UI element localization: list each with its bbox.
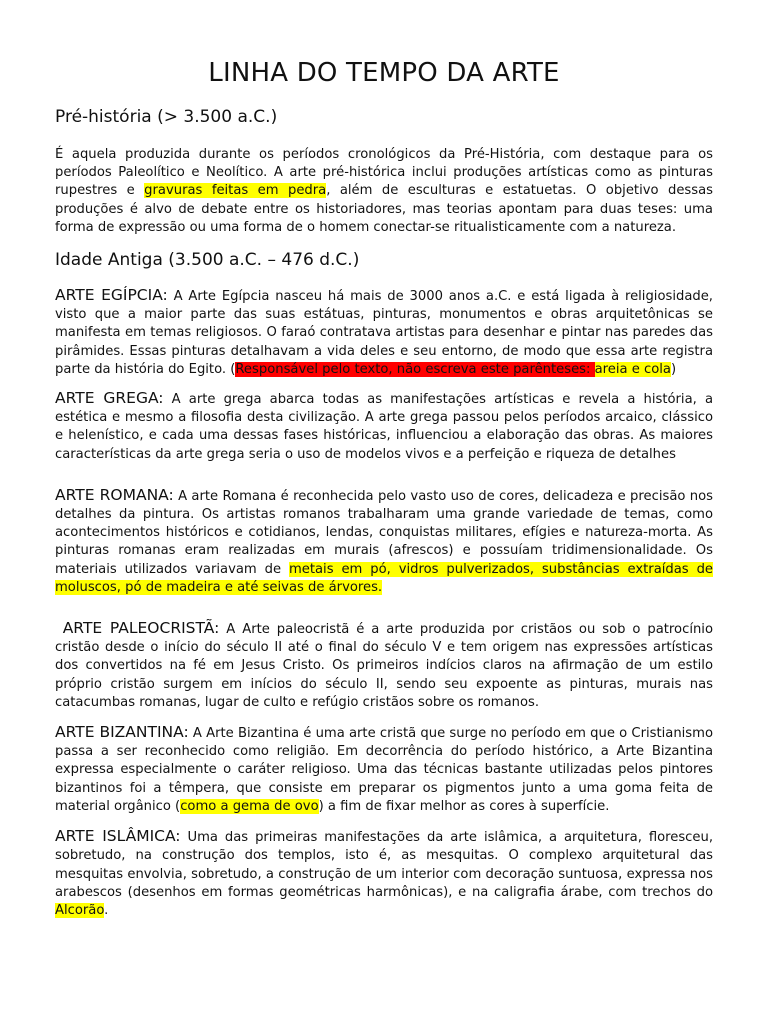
paragraph-text: , além de esculturas e estatuetas. O objetivo dessas produções é alvo de debate entre os historiadores, mas teorias apontam para duas teses: uma forma de expressão ou uma forma de o homem conectar-se ritualisticamente com a natureza. [55, 183, 713, 235]
paragraph-lead: ARTE EGÍPCIA: [55, 286, 168, 305]
paragraph-arte-egipcia [55, 286, 713, 379]
paragraph-text: É aquela produzida durante os períodos cronológicos da Pré-História, com destaque para os períodos Paleolítico e Neolítico. A arte pré-histórica inclui produções artísticas como as pinturas rupestres e [55, 147, 713, 199]
paragraph-lead: ARTE GREGA: [55, 389, 164, 408]
paragraph-text: ) a fim de fixar melhor as cores à superfície. [318, 798, 610, 814]
paragraph-arte-islamica [55, 827, 713, 920]
paragraph-text: Uma das primeiras manifestações da arte islâmica, a arquitetura, floresceu, sobretudo, na construção dos templos, isto é, as mesquitas. O complexo arquitetural das mesquitas envolvia, sobretudo, a construção de um interior com decoração suntuosa, expressa nos arabescos (desenhos em formas geométricas harmônicas), e na caligrafia árabe, com trechos do [55, 830, 713, 900]
paragraph-text: A arte grega abarca todas as manifestações artísticas e revela a história, a estética e mesmo a filosofia desta civilização. A arte grega passou pelos períodos arcaico, clássico e helenístico, e cada uma dessas fases históricas, influenciou a elaboração das obras. As maiores características da arte grega seria o uso de modelos vivos e a perfeição e riqueza de detalhes [55, 392, 713, 462]
paragraph-lead: ARTE ROMANA: [55, 485, 174, 504]
highlighted-text: Alcorão [55, 902, 105, 918]
section-heading-idade-antiga: Idade Antiga (3.500 a.C. – 476 d.C.) [55, 250, 360, 271]
paragraph-prehistoria [55, 146, 713, 237]
highlighted-text: areia e cola [594, 361, 671, 377]
paragraph-arte-romana [55, 486, 713, 597]
paragraph-arte-paleocrista [55, 619, 713, 712]
paragraph-text: ) [671, 361, 677, 377]
paragraph-arte-bizantina [55, 723, 713, 816]
paragraph-text: . [104, 902, 109, 918]
paragraph-lead: ARTE BIZANTINA: [55, 723, 189, 742]
red-highlighted-note: Responsável pelo texto, não escreva este parênteses: [235, 361, 595, 377]
paragraph-text: A Arte Bizantina é uma arte cristã que surge no período em que o Cristianismo passa a ser reconhecido como religião. Em decorrência do período histórico, a Arte Bizantina expressa especialmente o caráter religioso. Uma das técnicas bastante utilizadas pelos pintores bizantinos foi a têmpera, que consiste em preparar os pigmentos junto a uma goma feita de material orgânico ( [55, 726, 713, 814]
page-title: LINHA DO TEMPO DA ARTE [208, 58, 560, 88]
paragraph-text: A arte Romana é reconhecida pelo vasto uso de cores, delicadeza e precisão nos detalhes da pintura. Os artistas romanos trabalharam uma grande variedade de temas, como acontecimentos históricos e cotidianos, lendas, conquistas militares, efígies e natureza-morta. As pinturas romanas eram realizadas em murais (afrescos) e possuíam tridimensionalidade. Os materiais utilizados variavam de [55, 488, 713, 577]
paragraph-text: A Arte Egípcia nasceu há mais de 3000 anos a.C. e está ligada à religiosidade, visto que a maior parte das suas estátuas, pinturas, monumentos e obras arquitetônicas se manifesta em temas religiosos. O faraó contratava artistas para desenhar e pintar nas paredes das pirâmides. Essas pinturas detalhavam a vida deles e seu entorno, de modo que essa arte registra parte da história do Egito. ( [55, 289, 713, 377]
highlighted-text: como a gema de ovo [180, 798, 319, 814]
highlighted-text: metais em pó, vidros pulverizados, substâncias extraídas de moluscos, pó de madeira e até seivas de árvores. [55, 561, 713, 595]
paragraph-lead: ARTE PALEOCRISTÃ: [55, 619, 220, 638]
paragraph-arte-grega [55, 389, 713, 464]
paragraph-lead: ARTE ISLÂMICA: [55, 827, 181, 846]
section-heading-prehistoria: Pré-história (> 3.500 a.C.) [55, 107, 278, 127]
highlighted-text: gravuras feitas em pedra [144, 183, 327, 199]
paragraph-text: A Arte paleocristã é a arte produzida por cristãos ou sob o patrocínio cristão desde o início do século II até o final do século V e tem origem nas expressões artísticas dos convertidos na fé em Jesus Cristo. Os primeiros indícios claros na afirmação de um estilo próprio cristão surgem em inícios do século II, sendo seu expoente as pinturas, murais nas catacumbas romanas, lugar de culto e refúgio cristãos sobre os romanos. [55, 622, 713, 710]
